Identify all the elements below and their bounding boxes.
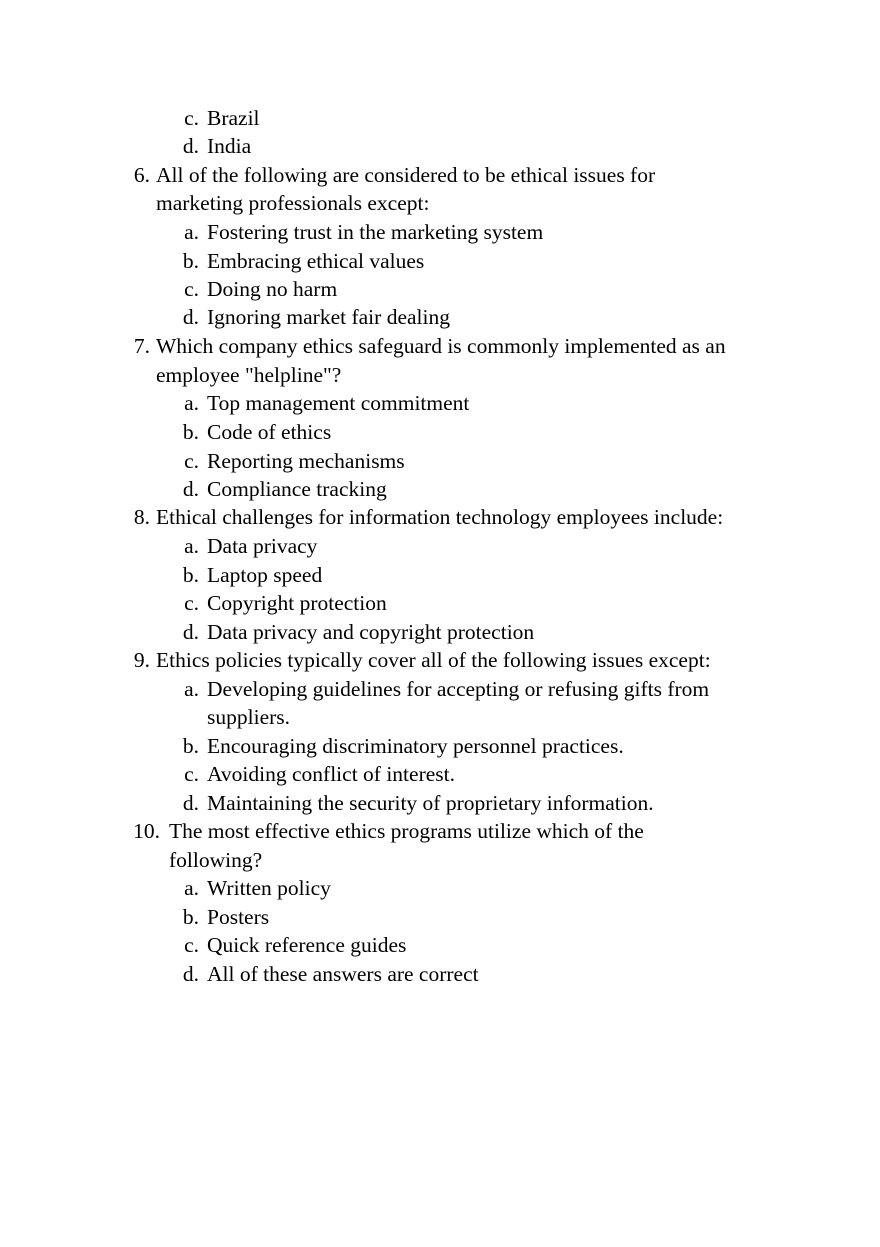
question-text-line-2: employee "helpline"? bbox=[156, 363, 342, 387]
option-letter: c. bbox=[184, 762, 199, 786]
question-text-line-1: Ethical challenges for information technology employees include: bbox=[156, 505, 724, 529]
option-text: Top management commitment bbox=[207, 391, 470, 415]
option-letter: c. bbox=[184, 106, 199, 130]
option-letter: d. bbox=[182, 305, 199, 329]
option-letter: a. bbox=[184, 534, 199, 558]
option-text: Encouraging discriminatory personnel practices. bbox=[207, 734, 624, 758]
option-text: All of these answers are correct bbox=[207, 962, 479, 986]
option-letter: d. bbox=[182, 791, 199, 815]
question-text-line-2: marketing professionals except: bbox=[156, 191, 430, 215]
question-number: 6. bbox=[133, 163, 150, 187]
option-letter: c. bbox=[184, 449, 199, 473]
option-text: Avoiding conflict of interest. bbox=[207, 762, 455, 786]
option-letter: b. bbox=[182, 249, 199, 273]
option-letter: a. bbox=[184, 677, 199, 701]
question-number: 10. bbox=[133, 819, 160, 843]
question-text-line-1: Which company ethics safeguard is commonly implemented as an bbox=[156, 334, 726, 358]
option-letter: c. bbox=[184, 933, 199, 957]
option-text: Developing guidelines for accepting or refusing gifts from bbox=[207, 677, 710, 701]
option-letter: b. bbox=[182, 734, 199, 758]
option-letter: d. bbox=[182, 477, 199, 501]
option-letter: a. bbox=[184, 876, 199, 900]
option-text: Ignoring market fair dealing bbox=[207, 305, 450, 329]
question-text-line-2: following? bbox=[169, 848, 263, 872]
option-text: Quick reference guides bbox=[207, 933, 407, 957]
option-text: Data privacy bbox=[207, 534, 318, 558]
option-text: Maintaining the security of proprietary information. bbox=[207, 791, 654, 815]
option-text: Laptop speed bbox=[207, 563, 323, 587]
option-text: Written policy bbox=[207, 876, 331, 900]
option-letter: a. bbox=[184, 220, 199, 244]
option-text: Compliance tracking bbox=[207, 477, 387, 501]
option-letter: b. bbox=[182, 563, 199, 587]
question-number: 8. bbox=[133, 505, 150, 529]
option-letter: c. bbox=[184, 591, 199, 615]
option-text: Copyright protection bbox=[207, 591, 387, 615]
option-letter: d. bbox=[182, 134, 199, 158]
option-text-line-2: suppliers. bbox=[207, 705, 291, 729]
option-text: Data privacy and copyright protection bbox=[207, 620, 535, 644]
option-text: Fostering trust in the marketing system bbox=[207, 220, 544, 244]
question-number: 7. bbox=[133, 334, 150, 358]
option-text: Posters bbox=[207, 905, 270, 929]
option-text: Brazil bbox=[207, 106, 260, 130]
option-letter: b. bbox=[182, 905, 199, 929]
option-text: Embracing ethical values bbox=[207, 249, 425, 273]
option-text: Code of ethics bbox=[207, 420, 332, 444]
option-text: Doing no harm bbox=[207, 277, 338, 301]
question-text-line-1: Ethics policies typically cover all of the following issues except: bbox=[156, 648, 711, 672]
option-text: Reporting mechanisms bbox=[207, 449, 405, 473]
option-letter: d. bbox=[182, 962, 199, 986]
question-text-line-1: All of the following are considered to be ethical issues for bbox=[156, 163, 656, 187]
option-letter: c. bbox=[184, 277, 199, 301]
question-number: 9. bbox=[133, 648, 150, 672]
option-letter: b. bbox=[182, 420, 199, 444]
option-letter: d. bbox=[182, 620, 199, 644]
option-text: India bbox=[207, 134, 252, 158]
question-text-line-1: The most effective ethics programs utilize which of the bbox=[169, 819, 644, 843]
option-letter: a. bbox=[184, 391, 199, 415]
